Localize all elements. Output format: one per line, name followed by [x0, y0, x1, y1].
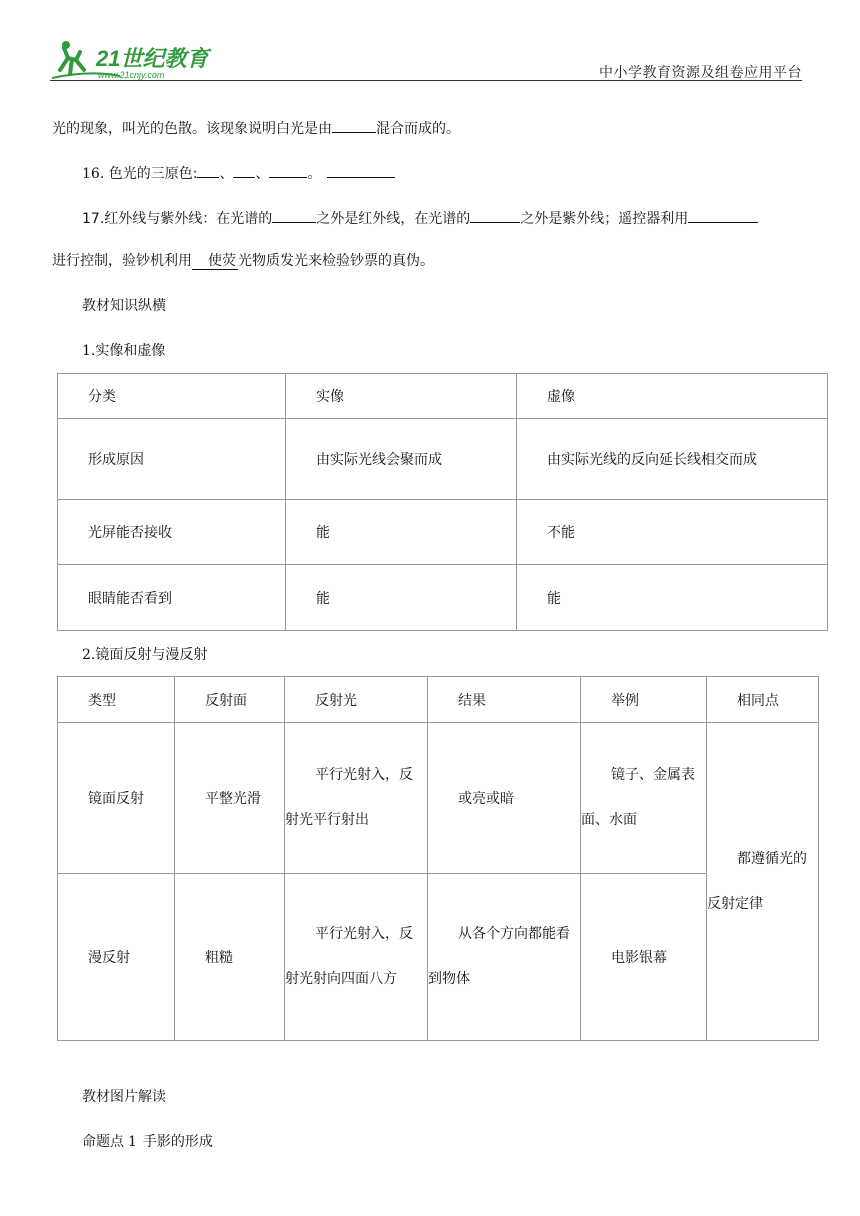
answer-underlined: 使荧: [192, 253, 238, 270]
table-header-cell: 反射面: [175, 677, 285, 723]
table-cell: 平行光射入，反 射光射向四面八方: [285, 874, 428, 1041]
section-title-knowledge: 教材知识纵横: [82, 298, 166, 314]
table-reflection: [57, 676, 819, 1041]
table-cell: 电影银幕: [581, 874, 707, 1041]
table-row: [58, 419, 828, 500]
table-header-cell: 虚像: [517, 374, 828, 419]
text-line-4: 进行控制，验钞机利用 使荧 光物质发光来检验钞票的真伪。: [52, 253, 434, 269]
answer-blank: [272, 206, 316, 223]
table-row: [58, 500, 828, 565]
table-real-virtual-image: [57, 373, 828, 631]
answer-blank: [233, 161, 255, 178]
table-cell: 不能: [517, 500, 828, 565]
header-rule: [50, 80, 802, 81]
table-cell: 由实际光线会聚而成: [286, 419, 517, 500]
logo-title: 21世纪教育: [96, 46, 209, 71]
table-cell: 形成原因: [58, 419, 286, 500]
page-header: [50, 38, 802, 84]
table-cell: 能: [286, 565, 517, 631]
table-row: [58, 565, 828, 631]
answer-blank: [688, 206, 758, 223]
table-cell: 由实际光线的反向延长线相交而成: [517, 419, 828, 500]
answer-blank: [327, 161, 395, 178]
section-title-figures: 教材图片解读: [82, 1089, 166, 1105]
table-header-cell: 举例: [581, 677, 707, 723]
table-header-row: [58, 374, 828, 419]
text-line-1: 光的现象，叫光的色散。该现象说明白光是由 混合而成的。: [52, 116, 460, 139]
table-cell: 镜面反射: [58, 723, 175, 874]
answer-blank: [470, 206, 520, 223]
table-cell: 从各个方向都能看 到物体: [428, 874, 581, 1041]
table-header-cell: 实像: [286, 374, 517, 419]
table-cell: 漫反射: [58, 874, 175, 1041]
table-header-row: [58, 677, 819, 723]
answer-blank: [332, 116, 376, 133]
text-line-2: 16. 色光的三原色: 、 、 。: [82, 161, 395, 184]
subsection-title-1: 1.实像和虚像: [82, 343, 166, 359]
table-cell: 或亮或暗: [428, 723, 581, 874]
table-header-cell: 类型: [58, 677, 175, 723]
logo: [50, 40, 220, 82]
table-cell: 平行光射入，反 射光平行射出: [285, 723, 428, 874]
table-header-cell: 结果: [428, 677, 581, 723]
table-cell-merged: 都遵循光的 反射定律: [707, 723, 819, 1041]
table-cell: 眼睛能否看到: [58, 565, 286, 631]
table-header-cell: 相同点: [707, 677, 819, 723]
table-cell: 粗糙: [175, 874, 285, 1041]
table-cell: 镜子、金属表 面、水面: [581, 723, 707, 874]
table-header-cell: 反射光: [285, 677, 428, 723]
answer-blank: [269, 161, 307, 178]
subsection-title-3: 命题点 1 手影的形成: [82, 1134, 213, 1150]
table-cell: 光屏能否接收: [58, 500, 286, 565]
table-cell: 平整光滑: [175, 723, 285, 874]
table-cell: 能: [517, 565, 828, 631]
answer-blank: [197, 161, 219, 178]
table-row: [58, 874, 819, 1041]
table-header-cell: 分类: [58, 374, 286, 419]
logo-url: www.21cnjy.com: [98, 70, 165, 80]
table-row: [58, 723, 819, 874]
text-line-3: 17.红外线与紫外线：在光谱的 之外是红外线，在光谱的 之外是紫外线；遥控器利用: [82, 206, 758, 229]
platform-title: 中小学教育资源及组卷应用平台: [599, 65, 802, 81]
runner-icon: [60, 48, 84, 74]
subsection-title-2: 2.镜面反射与漫反射: [82, 647, 208, 663]
table-cell: 能: [286, 500, 517, 565]
